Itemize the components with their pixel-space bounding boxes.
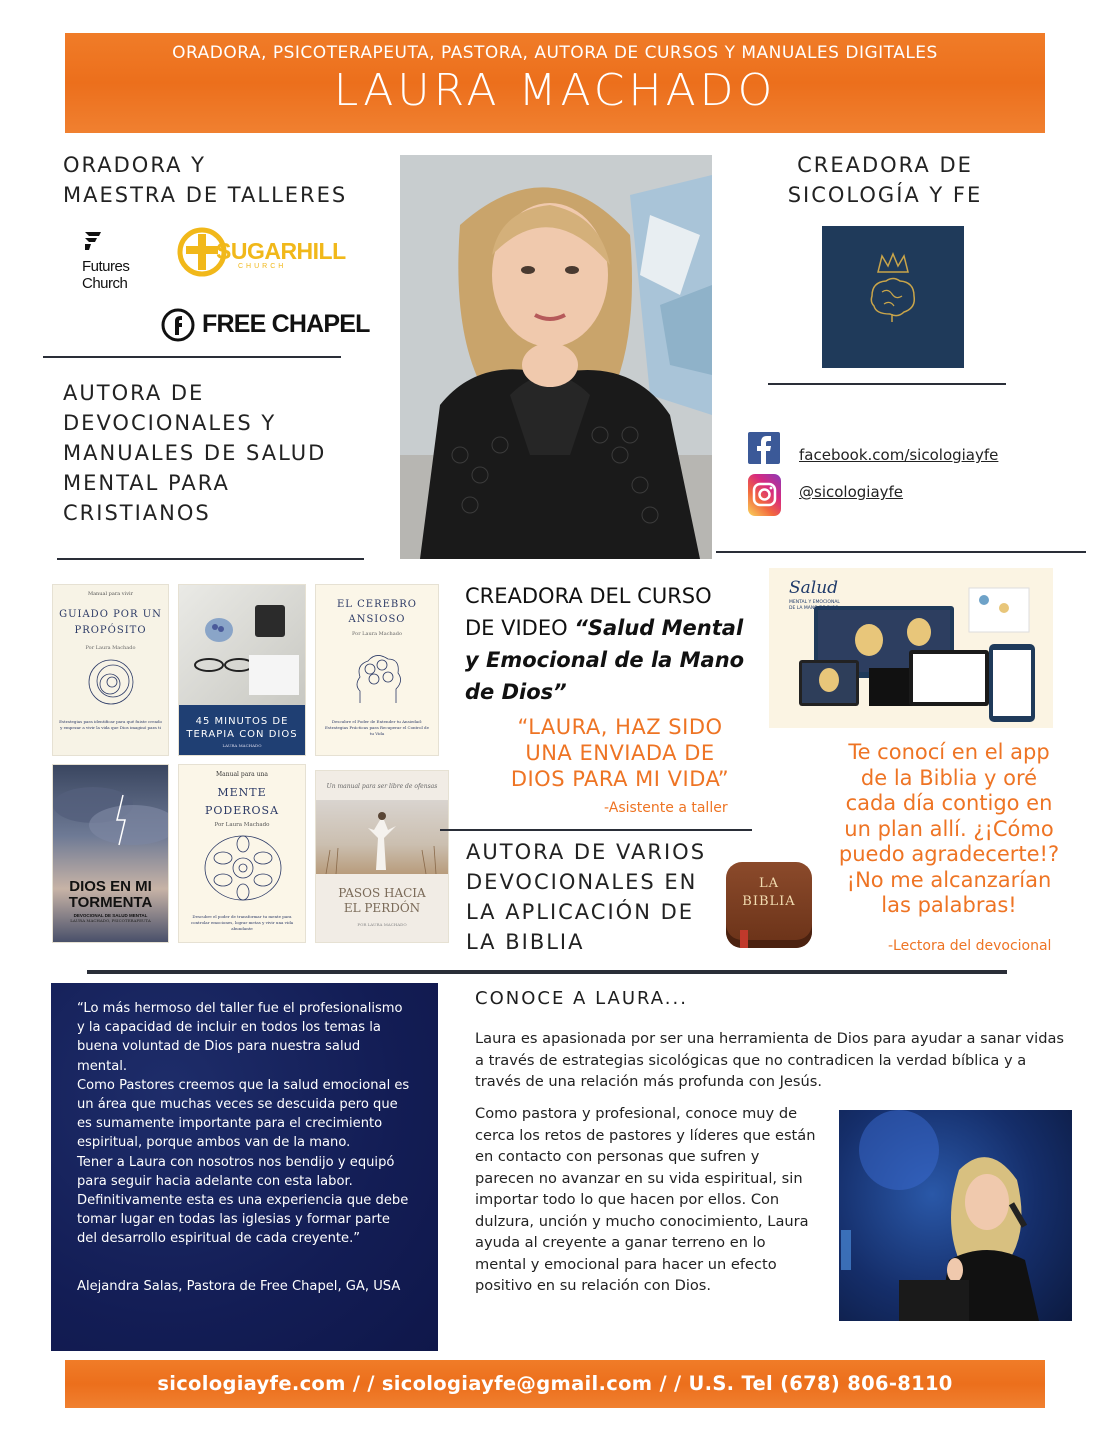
stage-illustration xyxy=(839,1110,1072,1321)
testimonial-box: “Lo más hermoso del taller fue el profesionalismo y la capacidad de incluir en todos los temas la buena voluntad de Dios para nuestra salud mental. Como Pastores creemos que la salud emocional es un área que muchas veces se descuida pero que es sumamente importante para el crecimiento espiritual, porque ambos van de la mano. Tener a Laura con nosotros nos bendijo y equipó para seguir hacia adelante con esta labor. Definitivamente esta es una experiencia que debe tomar lugar en todas las iglesias y formar parte del desarrollo espiritual de cada creyente.” Alejandra Salas, Pastora de Free Chapel, GA, USA xyxy=(51,983,438,1351)
anxious-head-icon xyxy=(316,637,439,715)
storm-clouds-photo xyxy=(53,765,169,875)
header-subtitle: ORADORA, PSICOTERAPEUTA, PASTORA, AUTORA DE CURSOS Y MANUALES DIGITALES xyxy=(172,43,938,63)
footer-contact-bar[interactable]: sicologiayfe.com / / sicologiayfe@gmail.com / / U.S. Tel (678) 806-8110 xyxy=(65,1360,1045,1408)
scribble-icon xyxy=(53,651,169,713)
book-cover-guiado: Manual para vivir GUIADO POR UN PROPÓSITO Por Laura Machado Estrategias para identificar para qué fuiste creado y empezar a vivir la vida que Dios imaginó para ti xyxy=(52,584,169,756)
bible-app-icon[interactable]: LA BIBLIA xyxy=(726,862,812,948)
course-promo-image: Salud MENTAL Y EMOCIONAL DE LA MANO DE DIOS xyxy=(769,568,1053,728)
sugarhill-logo: SUGARHILL CHURCH xyxy=(176,226,326,281)
course-heading: CREADORA DEL CURSO DE VIDEO “Salud Mental y Emocional de la Mano de Dios” xyxy=(465,584,745,704)
about-title: CONOCE A LAURA... xyxy=(475,988,688,1009)
quote-reader: Te conocí en el app de la Biblia y oré cada día contigo en un plan allí. ¿¡Cómo puedo agradecerte!? ¡No me alcanzarían las palabras! xyxy=(838,740,1060,917)
creator-heading: CREADORA DE SICOLOGÍA Y FE xyxy=(787,153,983,207)
woman-field-photo xyxy=(316,800,449,874)
book-cover-pasos-hacia-el-perdon: Un manual para ser libre de ofensas PASOS HACIA EL PERDÓN POR LAURA MACHADO xyxy=(315,770,449,943)
book-cover-mente-poderosa: Manual para una MENTE PODEROSA Por Laura Machado Descubre el poder de transformar tu mente para controlar emociones, lograr metas y vivir una vida abundante xyxy=(178,764,306,943)
divider xyxy=(57,558,364,560)
divider xyxy=(768,383,1006,385)
facebook-link[interactable]: facebook.com/sicologiayfe xyxy=(799,446,999,464)
flower-brain-icon xyxy=(179,828,306,910)
about-paragraph-2: Como pastora y profesional, conoce muy de cerca los retos de pastores y líderes que están en contacto con personas que sufren y parecen no avanzar en su vida espiritual, sin importar todo lo que hacen por ellos. Con dulzura, unción y mucho conocimiento, Laura ayuda al creyente a ganar terreno en lo mental y emocional para hacer un efecto positivo en su relación con Dios. xyxy=(475,1105,816,1294)
bookmark-ribbon-icon xyxy=(740,930,748,948)
futures-icon xyxy=(83,230,105,252)
sicologia-logo xyxy=(822,226,964,368)
quote-reader-author: -Lectora del devocional xyxy=(888,938,1052,954)
free-chapel-icon xyxy=(160,307,196,343)
header-name: LAURA MACHADO xyxy=(333,65,777,116)
futures-church-logo: Futures Church xyxy=(82,230,152,292)
crown-brain-icon xyxy=(822,226,964,368)
divider xyxy=(43,356,341,358)
instagram-icon[interactable] xyxy=(748,474,781,516)
divider xyxy=(716,551,1086,553)
portrait-illustration xyxy=(400,155,712,559)
about-paragraph-1: Laura es apasionada por ser una herramienta de Dios para ayudar a sanar vidas a través de estrategias sicológicas que no contradicen la verdad bíblica y a través de una relación más profunda con Jesús. xyxy=(475,1030,1065,1090)
section-divider xyxy=(87,970,1007,974)
laura-portrait-photo xyxy=(400,155,712,559)
instagram-link[interactable]: @sicologiayfe xyxy=(799,483,904,501)
quote-attendee: “LAURA, HAZ SIDO UNA ENVIADA DE DIOS PARA MI VIDA” xyxy=(510,715,730,791)
coffee-table-photo xyxy=(179,585,306,705)
quote-attendee-author: -Asistente a taller xyxy=(604,800,728,816)
testimonial-author: Alejandra Salas, Pastora de Free Chapel, GA, USA xyxy=(77,1278,401,1294)
book-cover-dios-en-mi-tormenta: DIOS EN MI TORMENTA DEVOCIONAL DE SALUD MENTAL LAURA MACHADO, PSICOTERAPEUTA xyxy=(52,764,169,943)
bible-app-heading: AUTORA DE VARIOS DEVOCIONALES EN LA APLICACIÓN DE LA BIBLIA xyxy=(466,840,707,954)
book-cover-45-minutos: 45 MINUTOS DE TERAPIA CON DIOS LAURA MACHADO xyxy=(178,584,306,756)
divider xyxy=(440,829,752,831)
author-heading: AUTORA DE DEVOCIONALES Y MANUALES DE SALUD MENTAL PARA CRISTIANOS xyxy=(63,381,327,525)
header-banner xyxy=(65,33,1045,133)
free-chapel-logo: FREE CHAPEL xyxy=(160,306,380,346)
facebook-icon[interactable] xyxy=(748,432,780,464)
laura-stage-photo xyxy=(839,1110,1072,1321)
book-cover-cerebro-ansioso: EL CEREBRO ANSIOSO Por Laura Machado Descubre el Poder de Entender tu Ansiedad: Estrategias Prácticas para Recuperar el Control de tu Vida xyxy=(315,584,439,756)
speaker-heading: ORADORA Y MAESTRA DE TALLERES xyxy=(63,153,348,207)
